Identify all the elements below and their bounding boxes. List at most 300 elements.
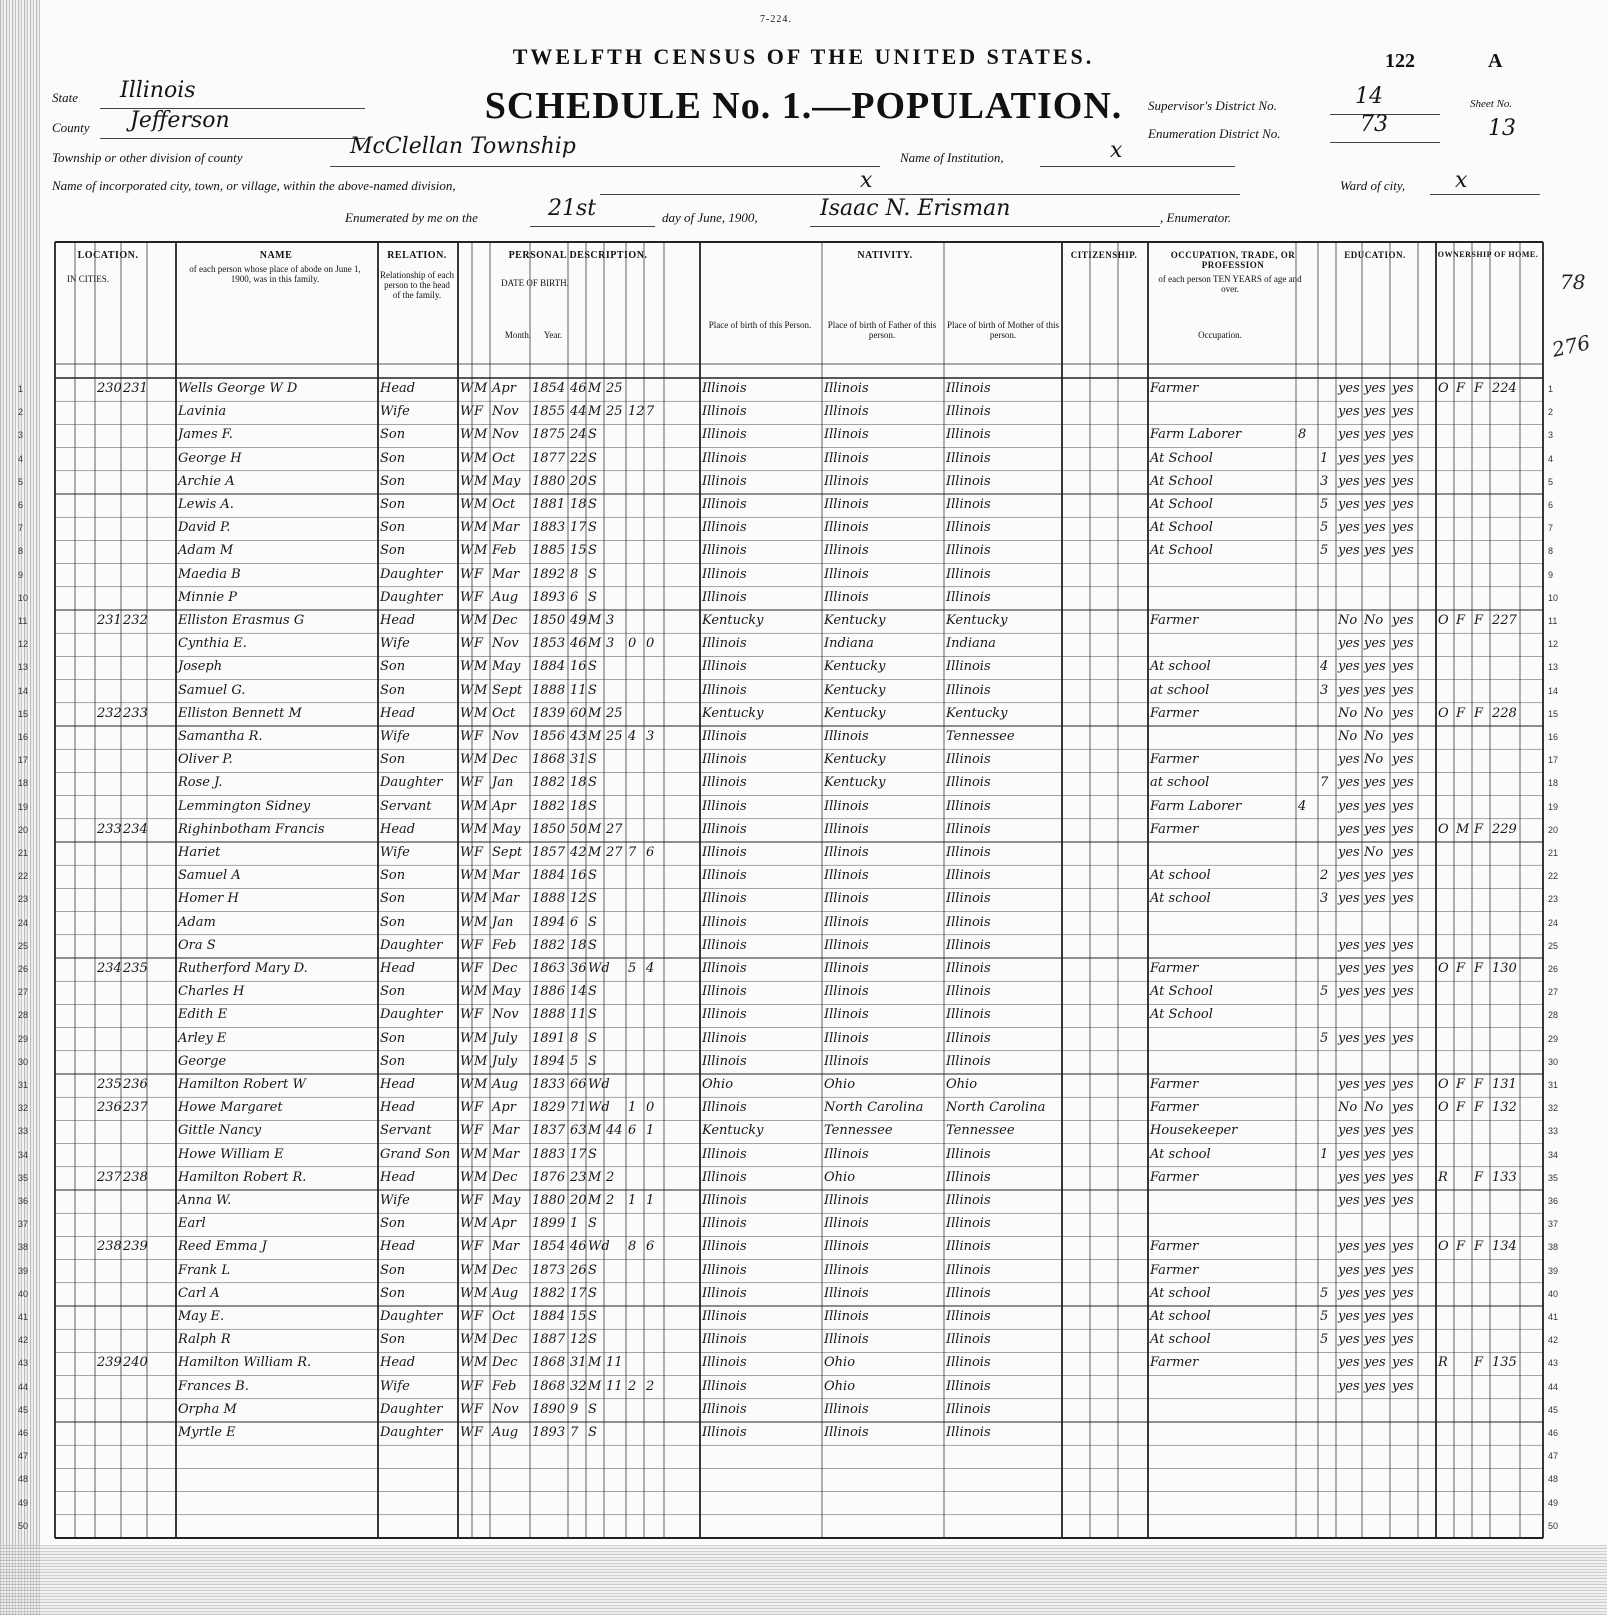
cell-write: yes [1364,775,1386,791]
cell-write: yes [1364,497,1386,512]
cell-write: yes [1364,1193,1386,1208]
cell-yrs: 25 [606,381,623,396]
cell-mnt: 4 [1298,798,1307,814]
cell-bm: Illinois [946,1216,991,1232]
cell-read: yes [1338,1123,1360,1139]
cell-age: 24 [570,427,587,443]
cell-ms: S [588,450,597,466]
cell-occ: Farmer [1150,613,1199,628]
cell-bp: Illinois [702,752,747,768]
cell-write: yes [1364,937,1386,953]
cell-read: yes [1338,1355,1360,1371]
cell-eng: yes [1392,404,1414,420]
line-number-left: 24 [18,917,29,928]
cell-bf: Illinois [824,1146,869,1162]
cell-yr: 1875 [532,427,566,443]
cell-ms: S [588,497,597,512]
cell-read: yes [1338,775,1360,791]
cell-write: yes [1364,984,1386,1000]
cell-bp: Illinois [702,1053,747,1069]
census-title: TWELFTH CENSUS OF THE UNITED STATES. [512,44,1095,69]
cell-ms: S [588,1053,597,1069]
line-number-left: 34 [18,1149,29,1160]
line-number-right: 24 [1548,917,1559,928]
cell-sex: M [474,1169,488,1185]
cell-bf: Indiana [824,636,874,652]
cell-free: F [1456,705,1466,721]
cell-fam: 232 [123,613,148,628]
line-number-right: 21 [1548,848,1559,858]
cell-sch: 7 [1320,775,1329,791]
cell-write: yes [1364,473,1386,489]
enumerated-middle: day of June, 1900, [662,210,758,225]
line-number-left: 28 [18,1010,29,1021]
cell-col: W [460,775,474,791]
year-header: Year. [543,330,563,340]
line-number-left: 2 [18,407,24,418]
cell-sex: F [474,636,484,652]
cell-age: 71 [570,1100,587,1116]
line-number-right: 10 [1548,592,1559,603]
line-number-right: 17 [1548,755,1559,766]
cell-eng: yes [1392,798,1414,814]
cell-bf: Kentucky [824,705,886,721]
cell-ms: S [588,1262,597,1278]
cell-bp: Illinois [702,1100,747,1116]
cell-age: 26 [570,1262,587,1278]
line-number-left: 30 [18,1056,29,1067]
cell-bf: Illinois [824,427,869,443]
cell-sch: 3 [1320,473,1329,489]
cell-sex: F [474,1425,484,1440]
line-number-left: 49 [18,1497,29,1508]
cell-eng: yes [1392,937,1414,953]
cell-bf: Kentucky [824,682,886,698]
cell-ms: M [588,1123,602,1139]
cell-bm: Tennessee [946,1123,1015,1139]
line-number-left: 7 [18,523,24,534]
cell-occ: Farmer [1150,961,1199,976]
line-number-left: 5 [18,476,24,487]
cell-rel: Wife [380,1193,410,1208]
cell-write: No [1364,752,1384,768]
cell-dw: 237 [97,1169,122,1185]
cell-age: 44 [570,404,587,420]
cell-age: 36 [570,961,587,976]
cell-age: 14 [570,984,587,1000]
cell-bp: Illinois [702,520,747,536]
cell-name: Adam [178,914,216,930]
cell-age: 46 [570,1239,587,1255]
cell-sch: 5 [1320,520,1329,536]
line-number-left: 43 [18,1358,29,1369]
cell-yr: 1854 [532,1239,566,1255]
cell-read: yes [1338,1146,1360,1162]
cell-age: 32 [570,1378,587,1394]
cell-col: W [460,845,474,860]
cell-ms: S [588,914,597,930]
line-number-left: 3 [18,430,24,441]
cell-bm: Illinois [946,891,991,907]
cell-bm: Illinois [946,868,991,884]
line-number-right: 36 [1548,1196,1559,1206]
cell-free: F [1456,1077,1466,1092]
line-number-left: 31 [18,1080,29,1090]
cell-bf: Illinois [824,543,869,559]
cell-ms: S [588,1146,597,1162]
cell-yr: 1837 [532,1123,566,1139]
cell-sex: M [474,1216,488,1232]
cell-bm: Illinois [946,798,991,814]
page-letter: A [1488,50,1503,72]
cell-col: W [460,1262,474,1278]
cell-mon: Mar [492,566,520,582]
cell-read: yes [1338,961,1360,976]
cell-rel: Daughter [380,1401,443,1417]
line-number-right: 7 [1548,523,1554,534]
cell-occ: At school [1150,1285,1211,1301]
cell-bf: Ohio [824,1355,856,1371]
cell-bf: Kentucky [824,775,886,791]
cell-col: W [460,798,474,814]
line-number-right: 3 [1548,430,1554,441]
cell-yr: 1876 [532,1169,566,1185]
cell-read: No [1338,705,1358,721]
line-number-right: 13 [1548,662,1559,673]
line-number-left: 48 [18,1474,29,1485]
cell-age: 9 [570,1401,579,1417]
cell-age: 15 [570,1309,587,1324]
cell-own: O [1438,961,1449,976]
cell-own: O [1438,381,1449,396]
incorporated-value: x [860,168,873,193]
cell-bp: Illinois [702,1146,747,1162]
cell-write: No [1364,1100,1384,1116]
cell-col: W [460,1100,474,1116]
cell-sex: F [474,1123,484,1139]
cell-own: R [1438,1169,1448,1185]
cell-bp: Illinois [702,1169,747,1185]
cell-sex: M [474,1030,488,1046]
line-number-left: 36 [18,1196,29,1206]
cell-bm: Illinois [946,1030,991,1046]
cell-occ: Farmer [1150,1355,1199,1371]
cell-col: W [460,566,474,582]
line-number-left: 45 [18,1404,29,1415]
cell-mon: Nov [492,404,519,420]
cell-yr: 1839 [532,705,566,721]
cell-yr: 1893 [532,1425,566,1440]
cell-bm: North Carolina [946,1100,1046,1116]
cell-yr: 1882 [532,937,566,953]
cell-sex: M [474,1053,488,1069]
cell-write: yes [1364,659,1386,675]
cell-sex: F [474,566,484,582]
cell-ms: S [588,543,597,559]
cell-bm: Illinois [946,1146,991,1162]
cell-bm: Illinois [946,566,991,582]
cell-col: W [460,1030,474,1046]
cell-eng: yes [1392,891,1414,907]
cell-bf: Illinois [824,1007,869,1023]
cell-col: W [460,1007,474,1023]
cell-farm: F [1474,1239,1484,1255]
cell-name: Samantha R. [178,729,263,744]
cell-name: Samuel A [178,868,241,884]
cell-rel: Wife [380,1378,410,1394]
line-number-left: 50 [18,1520,29,1531]
cell-ms: M [588,613,602,628]
cell-sex: M [474,450,488,466]
cell-bm: Illinois [946,775,991,791]
cell-col: W [460,682,474,698]
cell-rel: Servant [380,798,432,814]
cell-ms: M [588,1193,602,1208]
cell-ms: S [588,1425,597,1440]
cell-fam: 231 [123,381,148,396]
cell-ms: Wd [588,961,610,976]
cell-yr: 1894 [532,914,566,930]
cell-mon: Mar [492,868,520,884]
cell-read: yes [1338,473,1360,489]
cell-col: W [460,1146,474,1162]
cell-ms: M [588,1169,602,1185]
cell-bp: Illinois [702,1239,747,1255]
cell-yr: 1887 [532,1332,566,1348]
cell-sex: M [474,868,488,884]
cell-rel: Head [380,613,416,628]
cell-sex: M [474,891,488,907]
cell-yrs: 25 [606,729,623,744]
cell-occ: At School [1150,450,1213,466]
cell-rel: Son [380,682,406,698]
cell-moth: 2 [628,1378,637,1394]
cell-eng: yes [1392,845,1414,860]
cell-write: yes [1364,520,1386,536]
cell-bm: Illinois [946,1425,991,1440]
line-number-right: 12 [1548,639,1559,650]
cell-sch: 5 [1320,1332,1329,1348]
line-number-right: 50 [1548,1520,1559,1531]
cell-bf: Illinois [824,891,869,907]
cell-age: 15 [570,543,587,559]
cell-rel: Daughter [380,1309,443,1324]
cell-mon: Apr [492,381,516,396]
cell-bp: Illinois [702,868,747,884]
cell-dw: 230 [97,381,122,396]
cell-sex: F [474,775,484,791]
cell-rel: Son [380,914,406,930]
cell-sch: 5 [1320,1030,1329,1046]
cell-eng: yes [1392,1262,1414,1278]
cell-bf: Kentucky [824,659,886,675]
cell-write: yes [1364,1285,1386,1301]
cell-bp: Illinois [702,682,747,698]
cell-read: yes [1338,520,1360,536]
cell-bp: Illinois [702,1030,747,1046]
cell-write: yes [1364,1030,1386,1046]
cell-name: Lewis A. [178,497,234,512]
cell-sex: F [474,589,484,605]
cell-bp: Illinois [702,497,747,512]
cell-read: yes [1338,404,1360,420]
cell-bm: Illinois [946,473,991,489]
cell-age: 5 [570,1053,579,1069]
cell-mon: Dec [492,1262,518,1278]
line-number-right: 37 [1548,1219,1559,1230]
cell-rel: Daughter [380,566,443,582]
cell-yrs: 11 [606,1378,623,1394]
cell-bp: Illinois [702,798,747,814]
cell-yr: 1855 [532,404,566,420]
cell-write: yes [1364,891,1386,907]
cell-write: yes [1364,636,1386,652]
cell-eng: yes [1392,1378,1414,1394]
line-number-right: 40 [1548,1288,1559,1299]
cell-name: Homer H [178,891,239,907]
cell-read: No [1338,1100,1358,1116]
cell-name: Hariet [178,845,221,860]
cell-bf: Illinois [824,1030,869,1046]
line-number-right: 26 [1548,964,1559,974]
cell-write: yes [1364,427,1386,443]
cell-yr: 1880 [532,1193,566,1208]
cell-yr: 1881 [532,497,566,512]
cell-bp: Illinois [702,1309,747,1324]
cell-eng: yes [1392,1123,1414,1139]
cell-age: 16 [570,659,587,675]
enumerated-suffix: , Enumerator. [1160,210,1232,225]
cell-col: W [460,450,474,466]
cell-bp: Illinois [702,589,747,605]
cell-ms: S [588,589,597,605]
cell-occ: At school [1150,1332,1211,1348]
cell-ms: S [588,752,597,768]
cell-ms: Wd [588,1077,610,1092]
cell-farm: F [1474,613,1484,628]
cell-sex: M [474,1262,488,1278]
cell-bp: Illinois [702,1425,747,1440]
line-number-left: 17 [18,755,29,766]
cell-bp: Kentucky [702,613,764,628]
cell-sex: F [474,404,484,420]
cell-col: W [460,1401,474,1417]
cell-yr: 1857 [532,845,566,860]
cell-sex: F [474,1309,484,1324]
cell-free: F [1456,1100,1466,1116]
cell-read: yes [1338,1378,1360,1394]
cell-mon: Mar [492,1239,520,1255]
cell-col: W [460,1123,474,1139]
cell-occ: At school [1150,868,1211,884]
cell-write: yes [1364,682,1386,698]
cell-rel: Son [380,1285,406,1301]
line-number-right: 42 [1548,1335,1559,1346]
cell-bp: Illinois [702,1007,747,1023]
enumerated-prefix: Enumerated by me on the [345,210,478,225]
cell-occ: Farmer [1150,705,1199,721]
cell-mon: Feb [492,1378,517,1394]
cell-eng: yes [1392,1355,1414,1371]
line-number-right: 15 [1548,708,1559,719]
cell-col: W [460,1285,474,1301]
cell-name: Earl [178,1216,206,1232]
cell-sex: M [474,752,488,768]
cell-occ: At School [1150,473,1213,489]
cell-mon: May [492,1193,521,1208]
cell-farm: F [1474,1355,1484,1371]
cell-mon: July [492,1053,518,1069]
cell-bf: Ohio [824,1169,856,1185]
in-cities-header: IN CITIES. [67,274,109,284]
line-number-right: 28 [1548,1010,1559,1021]
line-number-left: 13 [18,662,29,673]
cell-age: 18 [570,497,587,512]
cell-sched: 134 [1492,1239,1517,1255]
cell-name: James F. [178,427,233,443]
cell-eng: yes [1392,705,1414,721]
name-desc: of each person whose place of abode on June 1, 1900, was in this family. [189,264,361,284]
cell-rel: Son [380,659,406,675]
cell-ms: Wd [588,1100,610,1116]
cell-name: Anna W. [178,1193,232,1208]
education-header: EDUCATION. [1344,250,1406,260]
cell-mon: Sept [492,682,523,698]
cell-mon: Feb [492,543,517,559]
cell-sch: 5 [1320,1285,1329,1301]
cell-bf: Illinois [824,450,869,466]
cell-sex: M [474,798,488,814]
cell-rel: Son [380,450,406,466]
cell-bm: Indiana [946,636,996,652]
citizenship-header: CITIZENSHIP. [1070,250,1138,260]
cell-mon: May [492,473,521,489]
cell-name: Wells George W D [178,381,298,396]
cell-age: 12 [570,1332,587,1348]
cell-rel: Wife [380,636,410,652]
occupation-header: OCCUPATION, TRADE, OR PROFESSION [1170,250,1296,270]
cell-yr: 1863 [532,961,566,976]
cell-occ: Farm Laborer [1150,427,1242,443]
cell-ms: S [588,1007,597,1023]
cell-write: yes [1364,1355,1386,1371]
cell-col: W [460,659,474,675]
cell-dw: 238 [97,1239,122,1255]
cell-mon: Apr [492,798,516,814]
cell-bf: Illinois [824,520,869,536]
cell-yr: 1893 [532,589,566,605]
line-number-right: 33 [1548,1126,1559,1137]
cell-ms: S [588,775,597,791]
line-number-left: 37 [18,1219,29,1230]
cell-col: W [460,914,474,930]
cell-sch: 5 [1320,543,1329,559]
cell-age: 60 [570,705,587,721]
cell-write: No [1364,729,1384,744]
line-number-right: 43 [1548,1358,1559,1369]
cell-name: David P. [178,520,231,536]
cell-col: W [460,1309,474,1324]
cell-bm: Illinois [946,520,991,536]
cell-sched: 228 [1492,705,1517,721]
cell-mon: Nov [492,729,519,744]
cell-sex: M [474,381,488,396]
cell-bm: Illinois [946,404,991,420]
cell-sex: M [474,914,488,930]
line-number-right: 8 [1548,546,1554,557]
cell-eng: yes [1392,984,1414,1000]
cell-sex: F [474,961,484,976]
